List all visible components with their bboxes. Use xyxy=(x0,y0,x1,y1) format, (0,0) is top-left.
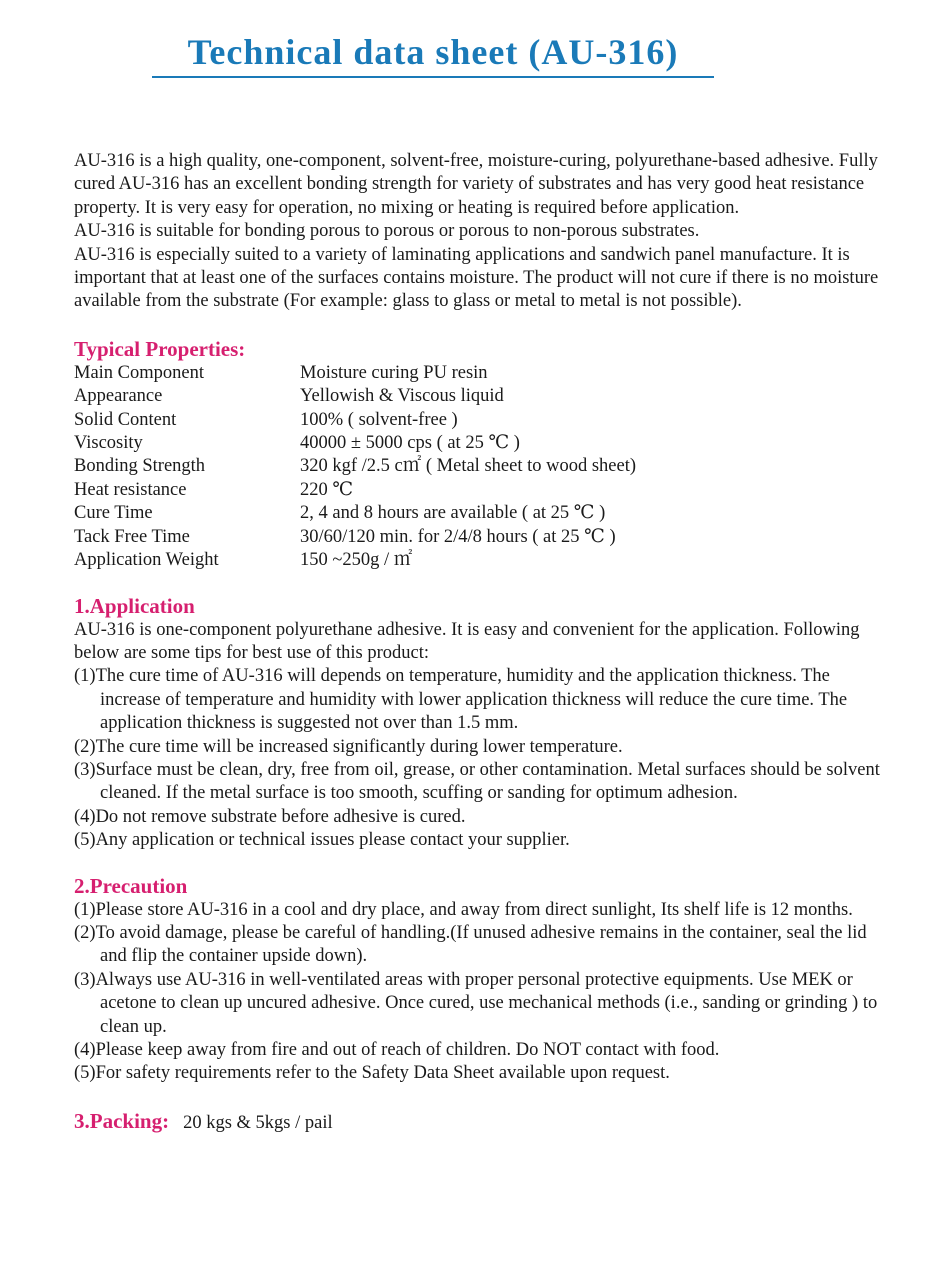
intro-paragraph: AU-316 is especially suited to a variety of laminating applications and sandwich panel manufacture. It is important that at least one of the surfaces contains moisture. The product will not cure if there is no moisture available from the substrate (For example: glass to glass or metal to metal is not possible). xyxy=(74,244,879,312)
property-row xyxy=(74,385,884,408)
list-item: (1)The cure time of AU-316 will depends on temperature, humidity and the application thickness. The increase of temperature and humidity with lower application thickness will reduce the cure time. The application thickness is suggested not over than 1.5 mm. xyxy=(74,666,848,734)
property-row xyxy=(74,362,884,385)
list-item: (3)Always use AU-316 in well-ventilated areas with proper personal protective equipments. Use MEK or acetone to clean up uncured adhesive. Once cured, use mechanical methods (i.e., sanding or grinding ) to clean up. xyxy=(74,969,878,1037)
section-heading-properties: Typical Properties: xyxy=(74,336,246,361)
property-value: 320 kgf /2.5 c㎡ ( Metal sheet to wood sheet) xyxy=(300,456,637,477)
property-value: 2, 4 and 8 hours are available ( at 25 ℃ ) xyxy=(300,503,606,524)
property-value: 40000 ± 5000 cps ( at 25 ℃ ) xyxy=(300,433,520,454)
property-value: 100% ( solvent-free ) xyxy=(300,409,458,430)
property-value: Yellowish & Viscous liquid xyxy=(300,386,504,407)
precaution-section xyxy=(74,873,884,1086)
intro-section xyxy=(74,150,884,314)
property-key: Viscosity xyxy=(74,433,143,454)
list-item: (2)To avoid damage, please be careful of handling.(If unused adhesive remains in the container, seal the lid and flip the container upside down). xyxy=(74,922,867,967)
list-item: (1)Please store AU-316 in a cool and dry place, and away from direct sunlight, Its shelf life is 12 months. xyxy=(74,899,853,920)
property-key: Bonding Strength xyxy=(74,456,206,477)
property-key: Appearance xyxy=(74,386,163,407)
property-key: Heat resistance xyxy=(74,479,187,500)
intro-paragraph: AU-316 is a high quality, one-component, solvent-free, moisture-curing, polyurethane-based adhesive. Fully cured AU-316 has an excellent bonding strength for variety of substrates and has very good heat resistance property. It is very easy for operation, no mixing or heating is required before application. xyxy=(74,151,878,218)
property-value: Moisture curing PU resin xyxy=(300,362,488,383)
property-key: Tack Free Time xyxy=(74,526,190,547)
list-item: (5)For safety requirements refer to the Safety Data Sheet available upon request. xyxy=(74,1063,670,1084)
application-intro: AU-316 is one-component polyurethane adhesive. It is easy and convenient for the application. Following below are some tips for best use of this product: xyxy=(74,619,860,663)
list-item: (4)Please keep away from fire and out of reach of children. Do NOT contact with food. xyxy=(74,1040,720,1060)
property-row xyxy=(74,502,884,525)
section-heading-application: 1.Application xyxy=(74,593,195,618)
property-row xyxy=(74,526,884,549)
section-heading-packing: 3.Packing: xyxy=(74,1108,170,1133)
property-value: 150 ~250g / ㎡ xyxy=(300,550,413,571)
property-key: Solid Content xyxy=(74,409,177,430)
section-heading-precaution: 2.Precaution xyxy=(74,873,188,898)
list-item: (5)Any application or technical issues please contact your supplier. xyxy=(74,830,570,851)
document-body xyxy=(74,150,884,1135)
application-section xyxy=(74,593,884,853)
intro-paragraph: AU-316 is suitable for bonding porous to porous or porous to non-porous substrates. xyxy=(74,221,700,242)
property-key: Main Component xyxy=(74,362,205,383)
property-row xyxy=(74,455,884,478)
property-row xyxy=(74,409,884,432)
typical-properties-section xyxy=(74,336,884,573)
list-item: (2)The cure time will be increased significantly during lower temperature. xyxy=(74,736,623,757)
property-key: Cure Time xyxy=(74,503,153,524)
packing-section xyxy=(74,1108,884,1135)
property-row xyxy=(74,432,884,455)
page-title: Technical data sheet (AU-316) xyxy=(152,30,714,78)
property-value: 30/60/120 min. for 2/4/8 hours ( at 25 ℃ ) xyxy=(300,526,616,547)
packing-value: 20 kgs & 5kgs / pail xyxy=(183,1112,333,1133)
property-row xyxy=(74,479,884,502)
property-value: 220 ℃ xyxy=(300,479,354,500)
list-item: (4)Do not remove substrate before adhesive is cured. xyxy=(74,806,466,827)
list-item: (3)Surface must be clean, dry, free from oil, grease, or other contamination. Metal surfaces should be solvent cleaned. If the metal surface is too smooth, scuffing or sanding for optimum adhesion. xyxy=(74,759,880,804)
property-row xyxy=(74,549,884,572)
property-key: Application Weight xyxy=(74,550,219,571)
